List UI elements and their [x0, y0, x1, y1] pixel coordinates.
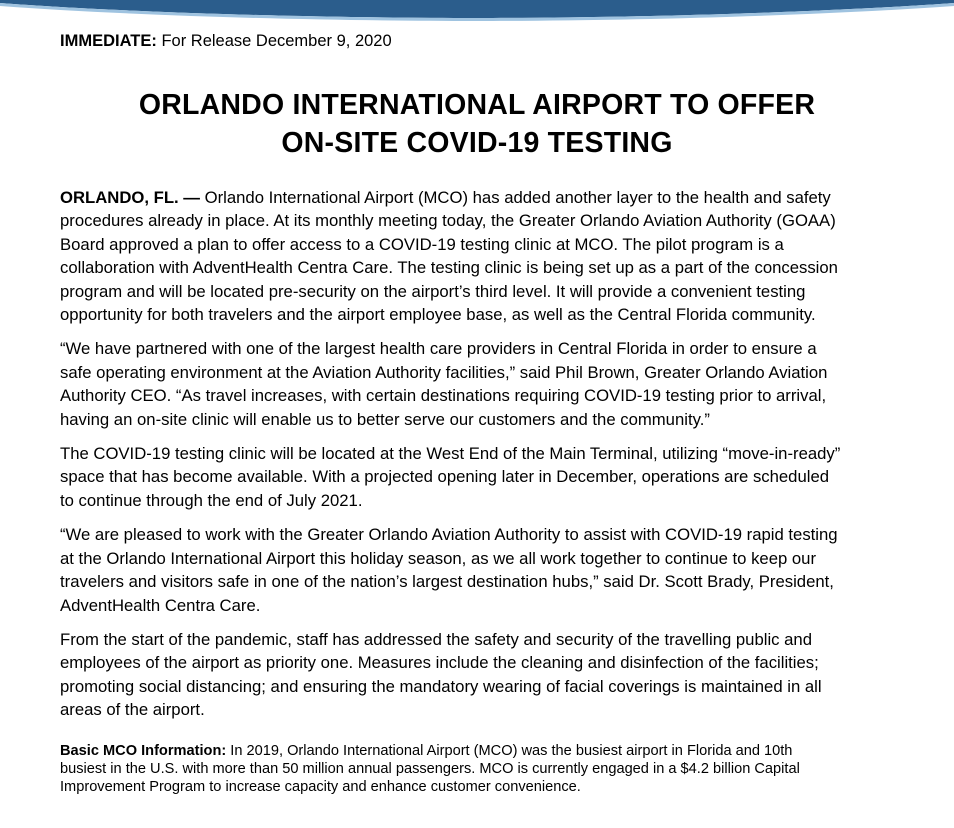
paragraph-3-line-2: space that has become available. With a projected opening later in December, operations are scheduled: [60, 467, 830, 487]
release-line: [60, 31, 392, 51]
paragraph-1-line-2: procedures already in place. At its monthly meeting today, the Greater Orlando Aviation Authority (GOAA): [60, 211, 836, 231]
basic-info-line-1-text: In 2019, Orlando International Airport (MCO) was the busiest airport in Florida and 10th: [226, 743, 793, 759]
paragraph-5-line-2: employees of the airport as priority one. Measures include the cleaning and disinfection of the facilities;: [60, 653, 819, 673]
paragraph-3: [60, 442, 900, 512]
paragraph-2: [60, 337, 900, 431]
paragraph-2-line-3: Authority CEO. “As travel increases, with certain destinations requiring COVID-19 testing prior to arrival,: [60, 386, 827, 406]
paragraph-4-line-1: “We are pleased to work with the Greater Orlando Aviation Authority to assist with COVID-19 rapid testing: [60, 525, 838, 545]
paragraph-4-line-4: AdventHealth Centra Care.: [60, 595, 261, 615]
paragraph-1-line-6: opportunity for both travelers and the airport employee base, as well as the Central Florida community.: [60, 305, 816, 325]
paragraph-1-line-3: Board approved a plan to offer access to a COVID-19 testing clinic at MCO. The pilot program is a: [60, 234, 784, 254]
header-decorative-band: [0, 0, 954, 34]
paragraph-1: [60, 186, 900, 326]
article-body: [60, 186, 900, 733]
paragraph-4-line-2: at the Orlando International Airport this holiday season, as we all work together to continue to keep our: [60, 548, 817, 568]
paragraph-3-line-3: to continue through the end of July 2021.: [60, 490, 363, 510]
paragraph-2-line-1: “We have partnered with one of the largest health care providers in Central Florida in order to ensure a: [60, 339, 817, 359]
basic-info-line-2: busiest in the U.S. with more than 50 million annual passengers. MCO is currently engaged in a $4.2 billion Capital: [60, 761, 800, 778]
header-wave-graphic: [0, 0, 954, 34]
paragraph-1-line-1: [60, 186, 900, 209]
paragraph-5-line-1: From the start of the pandemic, staff has addressed the safety and security of the travelling public and: [60, 629, 812, 649]
paragraph-2-line-4: having an on-site clinic will enable us to better serve our customers and the community.”: [60, 409, 710, 429]
basic-info-section: [60, 742, 900, 797]
paragraph-5-line-3: promoting social distancing; and ensuring the mandatory wearing of facial coverings is maintained in all: [60, 676, 822, 696]
basic-info-line-1: [60, 742, 900, 760]
paragraph-5: [60, 628, 900, 722]
paragraph-2-line-2: safe operating environment at the Aviation Authority facilities,” said Phil Brown, Greater Orlando Aviation: [60, 362, 828, 382]
release-label: IMMEDIATE:: [60, 32, 157, 50]
basic-info-label: Basic MCO Information:: [60, 743, 227, 759]
title-line-2: ON-SITE COVID-19 TESTING: [281, 127, 673, 159]
basic-info-line-3: Improvement Program to increase capacity and enhance customer convenience.: [60, 779, 581, 796]
paragraph-4: [60, 523, 900, 617]
title-line-1: ORLANDO INTERNATIONAL AIRPORT TO OFFER: [138, 89, 816, 121]
dateline: ORLANDO, FL. —: [60, 188, 200, 207]
paragraph-1-line-5: program and will be located pre-security on the airport’s third level. It will provide a convenient testing: [60, 281, 806, 301]
page-title: [0, 86, 954, 162]
paragraph-3-line-1: The COVID-19 testing clinic will be located at the West End of the Main Terminal, utilizing “move-in-ready”: [60, 444, 841, 464]
release-date-text: For Release December 9, 2020: [156, 32, 392, 50]
paragraph-4-line-3: travelers and visitors safe in one of the nation’s largest destination hubs,” said Dr. Scott Brady, President,: [60, 572, 834, 592]
paragraph-1-line-1-text: Orlando International Airport (MCO) has added another layer to the health and safety: [199, 188, 831, 207]
paragraph-5-line-4: areas of the airport.: [60, 700, 205, 720]
paragraph-1-line-4: collaboration with AdventHealth Centra Care. The testing clinic is being set up as a part of the concession: [60, 258, 838, 278]
